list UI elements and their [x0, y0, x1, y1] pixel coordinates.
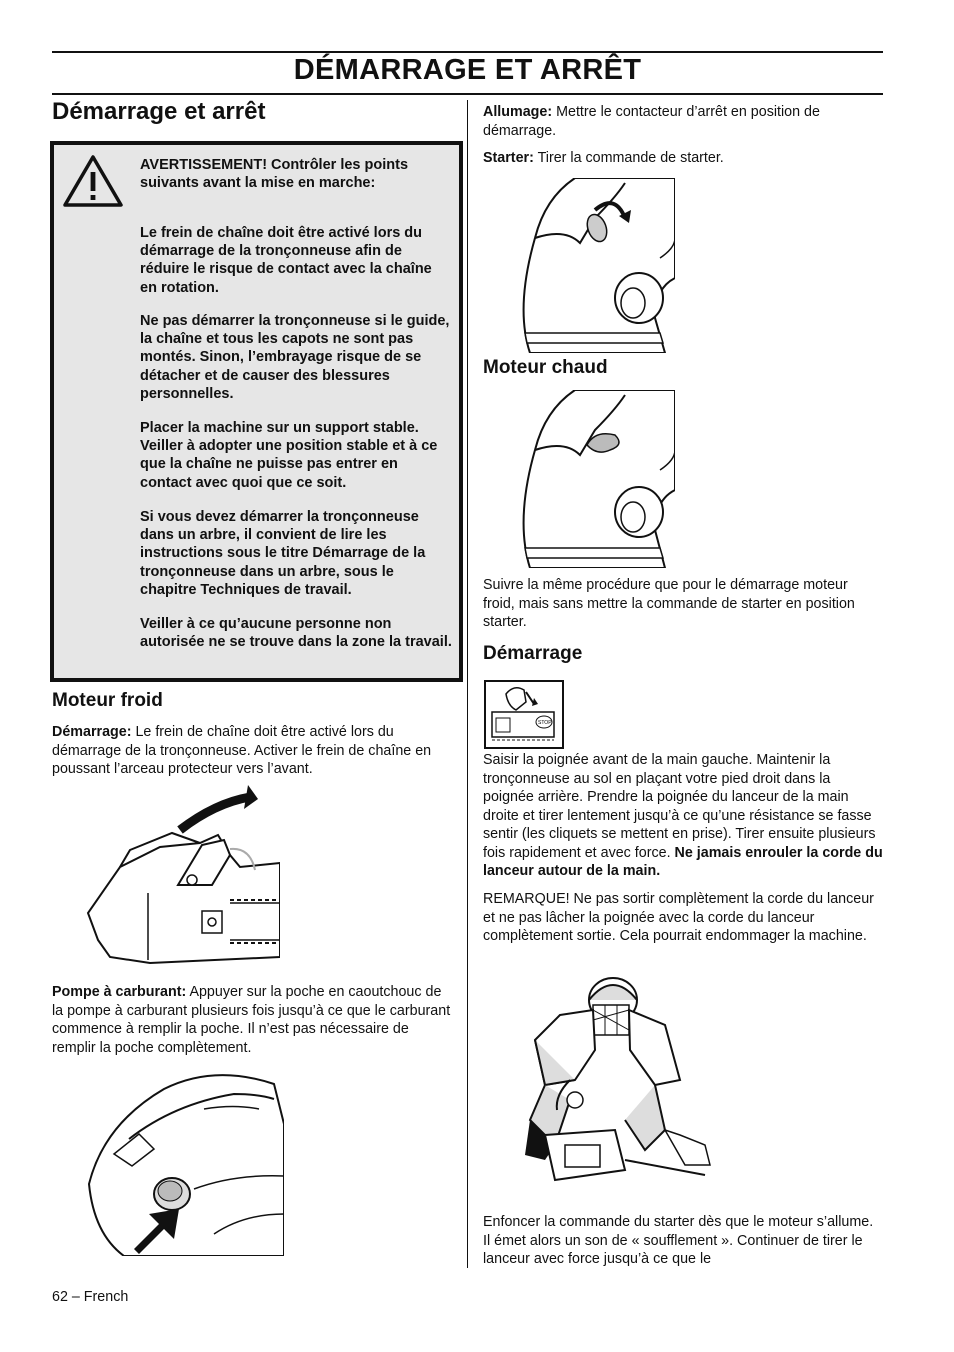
section-title: Démarrage et arrêt	[52, 98, 266, 125]
start-switch-icon	[486, 682, 562, 747]
warning-item-2: Ne pas démarrer la tronçonneuse si le guide, la chaîne et tous les capots ne sont pas montés. Sinon, l’embrayage risque de se détacher et de causer des blessures personnelles.	[140, 313, 450, 402]
starting-text: Saisir la poignée avant de la main gauche. Maintenir la tronçonneuse au sol en plaçant votre pied droit dans la poignée arrière. Prendre la poignée du lanceur de la main droite et tirer lentement jusqu’à ce qu’une résistance se fasse sentir (les cliquets se mettent en prise). Tirer ensuite plusieurs fois rapidement et avec force.	[483, 752, 876, 861]
note-paragraph: REMARQUE! Ne pas sortir complètement la corde du lanceur et ne pas lâcher la poignée avec la corde du lanceur complètement sortie. Cela pourrait endommager la machine.	[483, 891, 874, 944]
stop-label: STOP	[538, 720, 552, 726]
choke-label: Starter:	[483, 150, 534, 166]
page-title: DÉMARRAGE ET ARRÊT	[293, 54, 642, 86]
starting-warning: Ne jamais enrouler la corde du lanceur autour de la main.	[483, 844, 883, 879]
cold-start-paragraph	[52, 723, 456, 779]
warm-engine-paragraph: Suivre la même procédure que pour le démarrage moteur froid, mais sans mettre la commande de starter en position starter.	[483, 577, 855, 630]
fuel-pump-paragraph	[52, 983, 456, 1057]
warning-item-1: Le frein de chaîne doit être activé lors du démarrage de la tronçonneuse afin de réduire le risque de contact avec la chaîne en rotation.	[140, 225, 432, 296]
choke-pull-illustration	[515, 178, 675, 353]
fuel-pump-illustration	[84, 1064, 284, 1256]
fuel-pump-label: Pompe à carburant:	[52, 984, 187, 1000]
warm-engine-illustration	[515, 390, 675, 568]
ignition-text: Mettre le contacteur d’arrêt en position de démarrage.	[483, 104, 820, 139]
starting-paragraph	[483, 751, 883, 881]
ignition-label: Allumage:	[483, 104, 553, 120]
warning-item-4: Si vous devez démarrer la tronçonneuse dans un arbre, il convient de lire les instructions sous le titre Démarrage de la tronçonneuse dans un arbre, sous le chapitre Techniques de travail.	[140, 509, 426, 598]
choke-text: Tirer la commande de starter.	[533, 150, 724, 166]
cold-engine-heading: Moteur froid	[52, 690, 163, 711]
cold-start-label: Démarrage:	[52, 724, 132, 740]
warning-box	[50, 141, 463, 682]
starting-heading: Démarrage	[483, 643, 583, 664]
column-divider	[467, 100, 468, 1268]
chain-brake-illustration	[80, 785, 280, 980]
final-paragraph: Enfoncer la commande du starter dès que le moteur s’allume. Il émet alors un son de « soufflement ». Continuer de tirer le lanceur avec force jusqu’à ce que le	[483, 1214, 874, 1267]
ignition-paragraph	[483, 103, 883, 140]
warning-item-5: Veiller à ce qu’aucune personne non autorisée ne se trouve dans la zone la travail.	[140, 616, 452, 651]
fuel-pump-text: Appuyer sur la poche en caoutchouc de la pompe à carburant plusieurs fois jusqu’à ce que le carburant commence à remplir la poche. Il n’est pas nécessaire de remplir la poche complètement.	[52, 984, 451, 1056]
warning-triangle-icon	[62, 154, 124, 208]
top-rule	[52, 51, 883, 53]
title-rule	[52, 93, 883, 95]
cold-start-text: Le frein de chaîne doit être activé lors du démarrage de la tronçonneuse. Activer le frein de chaîne en poussant l’arceau protecteur vers l’avant.	[52, 724, 432, 777]
choke-paragraph	[483, 149, 883, 168]
start-symbol-box	[484, 680, 564, 749]
page-number: 62 – French	[52, 1289, 129, 1305]
warm-engine-heading: Moteur chaud	[483, 357, 608, 378]
warning-item-3: Placer la machine sur un support stable. Veiller à adopter une position stable et à ce que la chaîne ne puisse pas entrer en contact avec quoi que ce soit.	[140, 420, 438, 491]
warning-lead: AVERTISSEMENT! Contrôler les points suivants avant la mise en marche:	[140, 157, 409, 192]
operator-starting-illustration	[515, 970, 715, 1210]
